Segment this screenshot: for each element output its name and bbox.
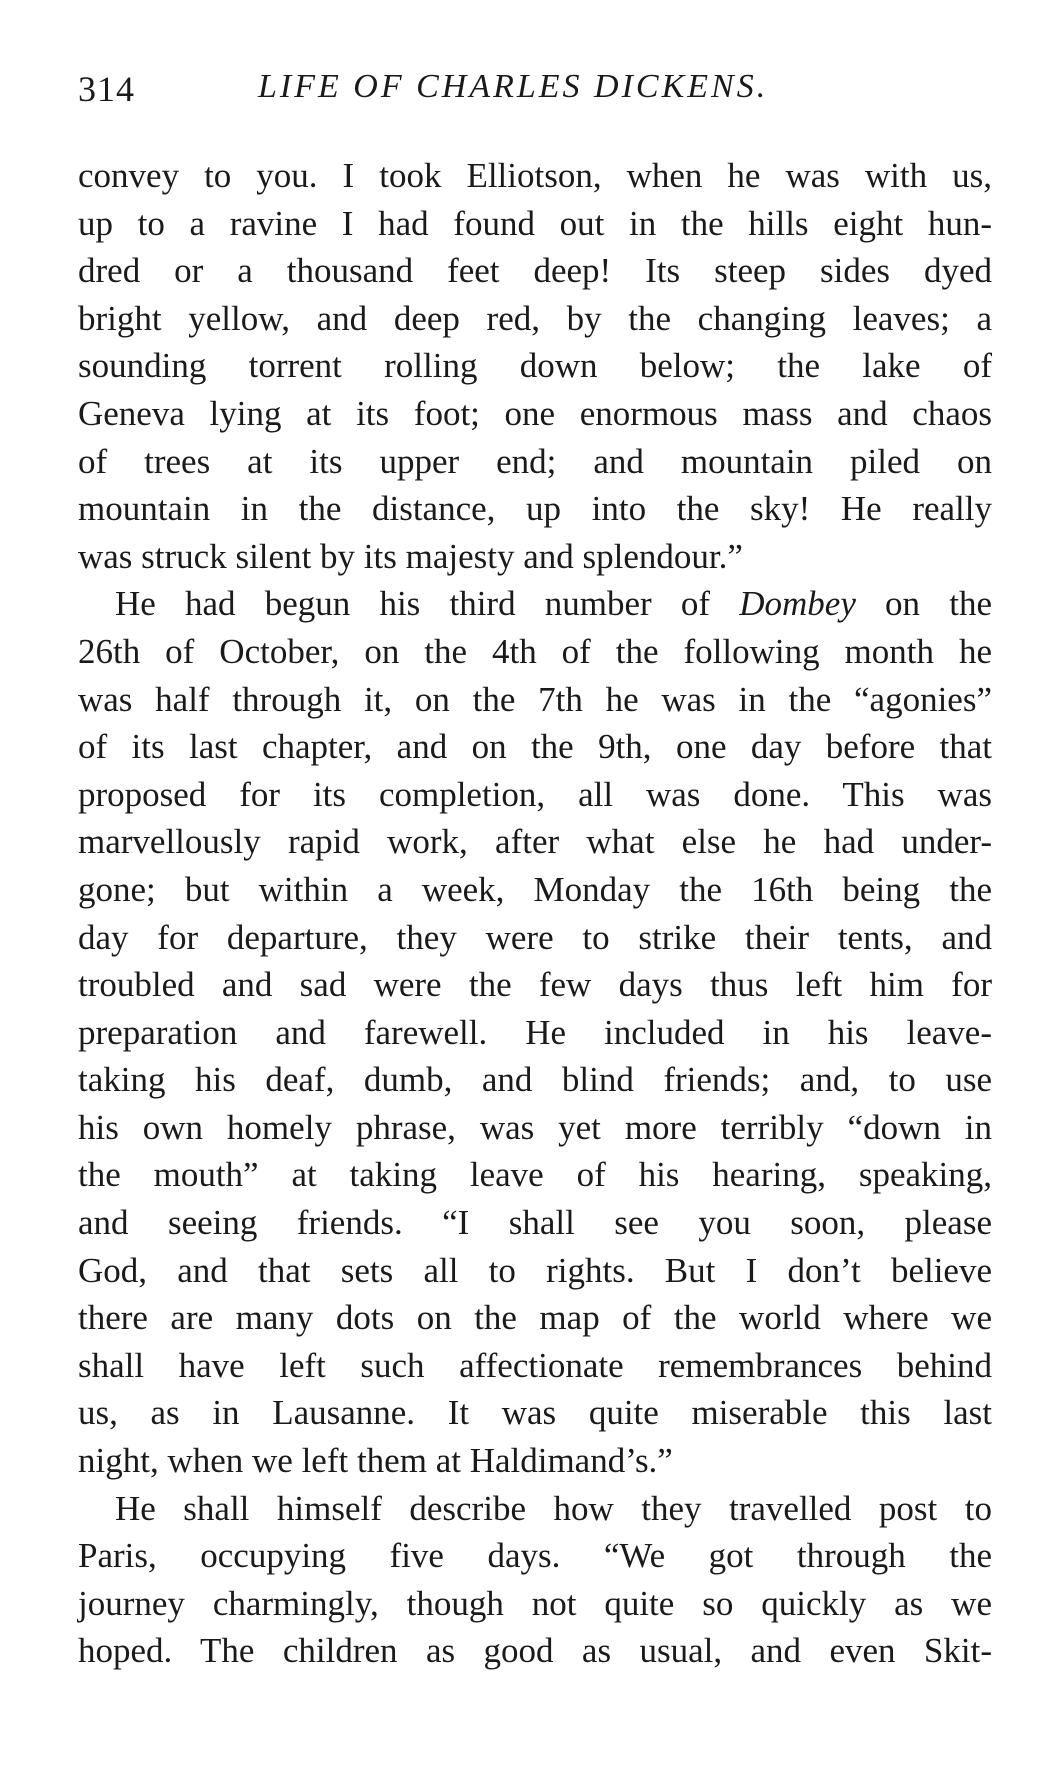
text-line: his own homely phrase, was yet more terribly “down in (78, 1107, 992, 1147)
text-line: there are many dots on the map of the world where we (78, 1298, 992, 1338)
text-line: He shall himself describe how they travelled post to (115, 1488, 992, 1528)
text-line: bright yellow, and deep red, by the changing leaves; a (78, 298, 992, 338)
text-line: journey charmingly, though not quite so quickly as we (78, 1583, 992, 1623)
text-line: taking his deaf, dumb, and blind friends; and, to use (78, 1060, 992, 1100)
text-line: troubled and sad were the few days thus left him for (78, 965, 992, 1005)
running-head (78, 68, 992, 118)
page-number: 314 (78, 69, 135, 109)
paragraph-1 (78, 152, 992, 580)
text-line: preparation and farewell. He included in his leave- (78, 1012, 992, 1052)
text-line: 26th of October, on the 4th of the following month he (78, 631, 992, 671)
text-line: Geneva lying at its foot; one enormous mass and chaos (78, 393, 992, 433)
running-title: LIFE OF CHARLES DICKENS. (258, 68, 769, 105)
text-line: mountain in the distance, up into the sky! He really (78, 489, 992, 529)
text-line: and seeing friends. “I shall see you soon, please (78, 1203, 992, 1243)
text-line: was half through it, on the 7th he was in the “agonies” (78, 679, 992, 719)
text-line: proposed for its completion, all was done. This was (78, 774, 992, 814)
text-line: Paris, occupying five days. “We got through the (78, 1536, 992, 1576)
text-line: of its last chapter, and on the 9th, one day before that (78, 727, 992, 767)
text-line: night, when we left them at Haldimand’s.” (78, 1441, 673, 1481)
paragraph-3 (78, 1485, 992, 1675)
body-text (78, 152, 992, 1675)
text-line: dred or a thousand feet deep! Its steep sides dyed (78, 251, 992, 291)
text-line: gone; but within a week, Monday the 16th being the (78, 869, 992, 909)
italic-book-title: Dombey (739, 584, 856, 624)
text-line: convey to you. I took Elliotson, when he was with us, (78, 156, 992, 195)
text-line: of trees at its upper end; and mountain piled on (78, 441, 992, 481)
text-line: up to a ravine I had found out in the hills eight hun- (78, 203, 992, 243)
text-line-with-italic-title: He had begun his third number of Dombey on the (115, 584, 992, 624)
text-line: the mouth” at taking leave of his hearing, speaking, (78, 1155, 992, 1195)
text-line: marvellously rapid work, after what else he had under- (78, 822, 992, 862)
text-line: was struck silent by its majesty and splendour.” (78, 536, 743, 576)
text-line: God, and that sets all to rights. But I don’t believe (78, 1250, 992, 1290)
text-line: hoped. The children as good as usual, and even Skit- (78, 1631, 992, 1671)
text-line: sounding torrent rolling down below; the lake of (78, 346, 992, 386)
text-line: day for departure, they were to strike their tents, and (78, 917, 992, 957)
text-line: us, as in Lausanne. It was quite miserable this last (78, 1393, 992, 1433)
paragraph-2 (78, 580, 992, 1484)
text-line: shall have left such affectionate remembrances behind (78, 1345, 992, 1385)
